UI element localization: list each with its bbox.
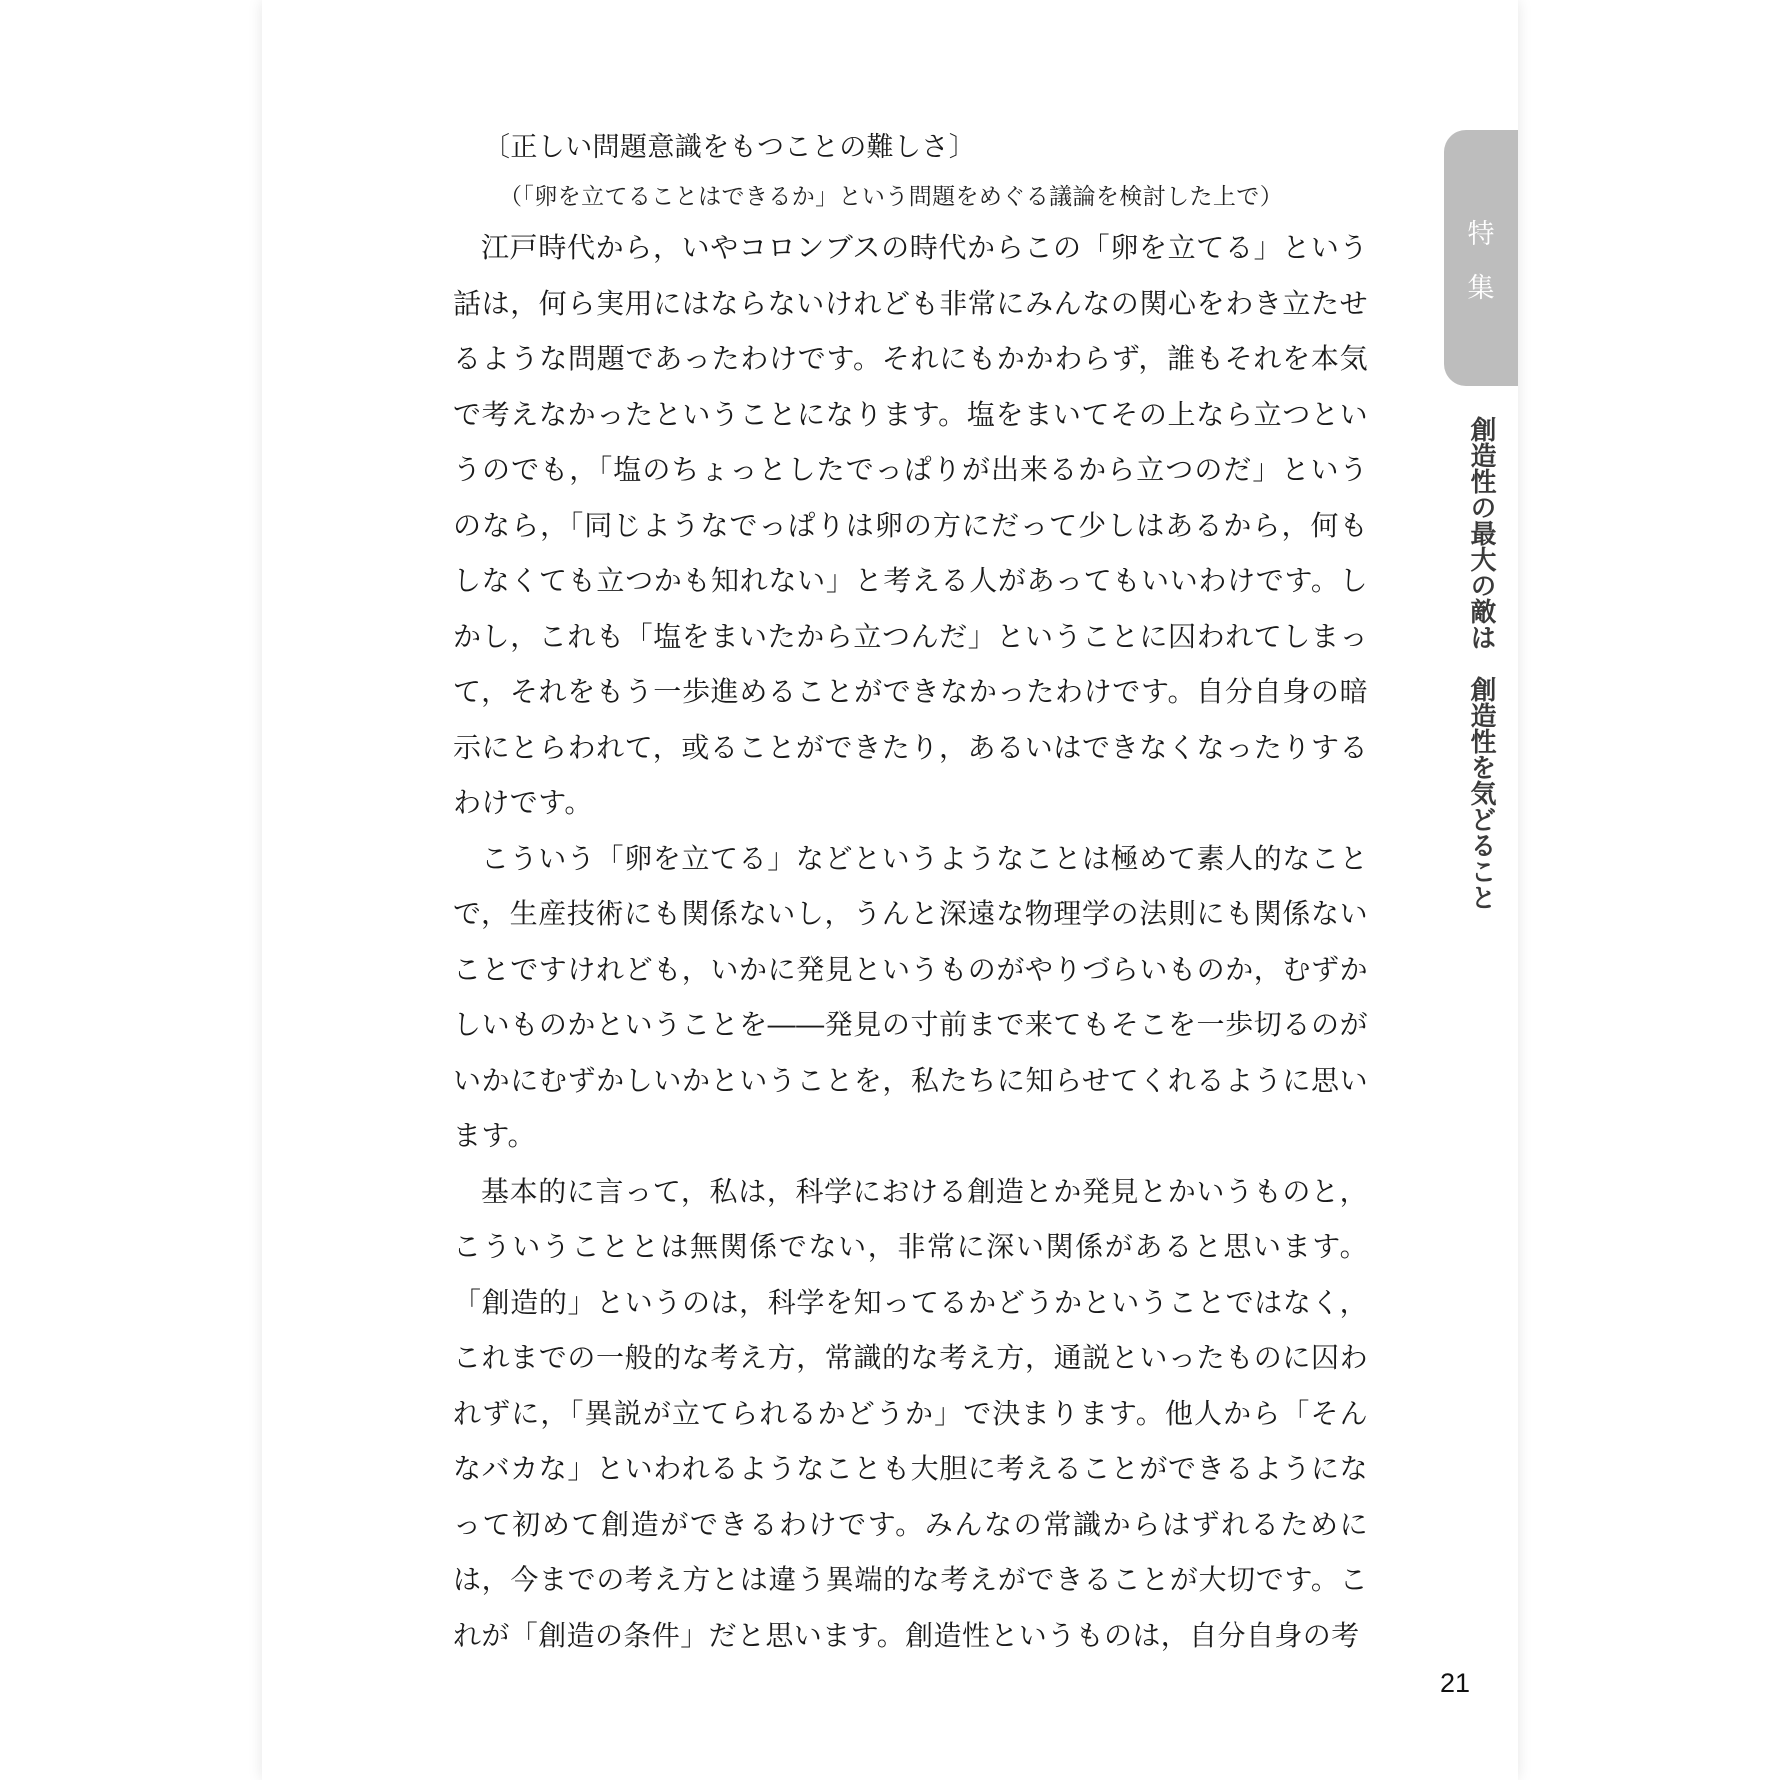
paragraph-1: 江戸時代から，いやコロンブスの時代からこの「卵を立てる」という話は，何ら実用にはならないけれども非常にみんなの関心をわき立たせるような問題であったわけです。それにもかかわらず，誰もそれを本気で考えなかったということになります。塩をまいてその上なら立つというのでも，「塩のちょっとしたでっぱりが出来るから立つのだ」というのなら，「同じようなでっぱりは卵の方にだって少しはあるから，何もしなくても立つかも知れない」と考える人があってもいいわけです。しかし，これも「塩をまいたから立つんだ」ということに囚われてしまって，それをもう一歩進めることができなかったわけです。自分自身の暗示にとらわれて，或ることができたり，あるいはできなくなったりするわけです。	[453, 231, 1368, 819]
section-heading: 〔正しい問題意識をもつことの難しさ〕	[483, 132, 977, 163]
feature-tab-char-1: 特	[1467, 219, 1495, 250]
section-subheading: （「卵を立てることはできるか」という問題をめぐる議論を検討した上で）	[499, 184, 1284, 210]
page-content	[453, 128, 1368, 1663]
running-title: 創造性の最大の敵は 創造性を気どること	[1466, 416, 1496, 910]
feature-tab-char-2: 集	[1467, 273, 1495, 304]
feature-tab	[1444, 130, 1518, 386]
paragraph-2: こういう「卵を立てる」などというようなことは極めて素人的なことで，生産技術にも関係ないし，うんと深遠な物理学の法則にも関係ないことですけれども，いかに発見というものがやりづらいものか，むずかしいものかということを――発見の寸前まで来てもそこを一歩切るのがいかにむずかしいかということを，私たちに知らせてくれるように思います。	[453, 841, 1368, 1152]
paragraph-3: 基本的に言って，私は，科学における創造とか発見とかいうものと，こういうこととは無関係でない，非常に深い関係があると思います。「創造的」というのは，科学を知ってるかどうかということではなく，これまでの一般的な考え方，常識的な考え方，通説といったものに囚われずに，「異説が立てられるかどうか」で決まります。他人から「そんなバカな」といわれるようなことも大胆に考えることができるようになって初めて創造ができるわけです。みんなの常識からはずれるためには，今までの考え方とは違う異端的な考えができることが大切です。これが「創造の条件」だと思います。創造性というものは，自分自身の考	[453, 1174, 1368, 1652]
page-number: 21	[1439, 1668, 1470, 1698]
